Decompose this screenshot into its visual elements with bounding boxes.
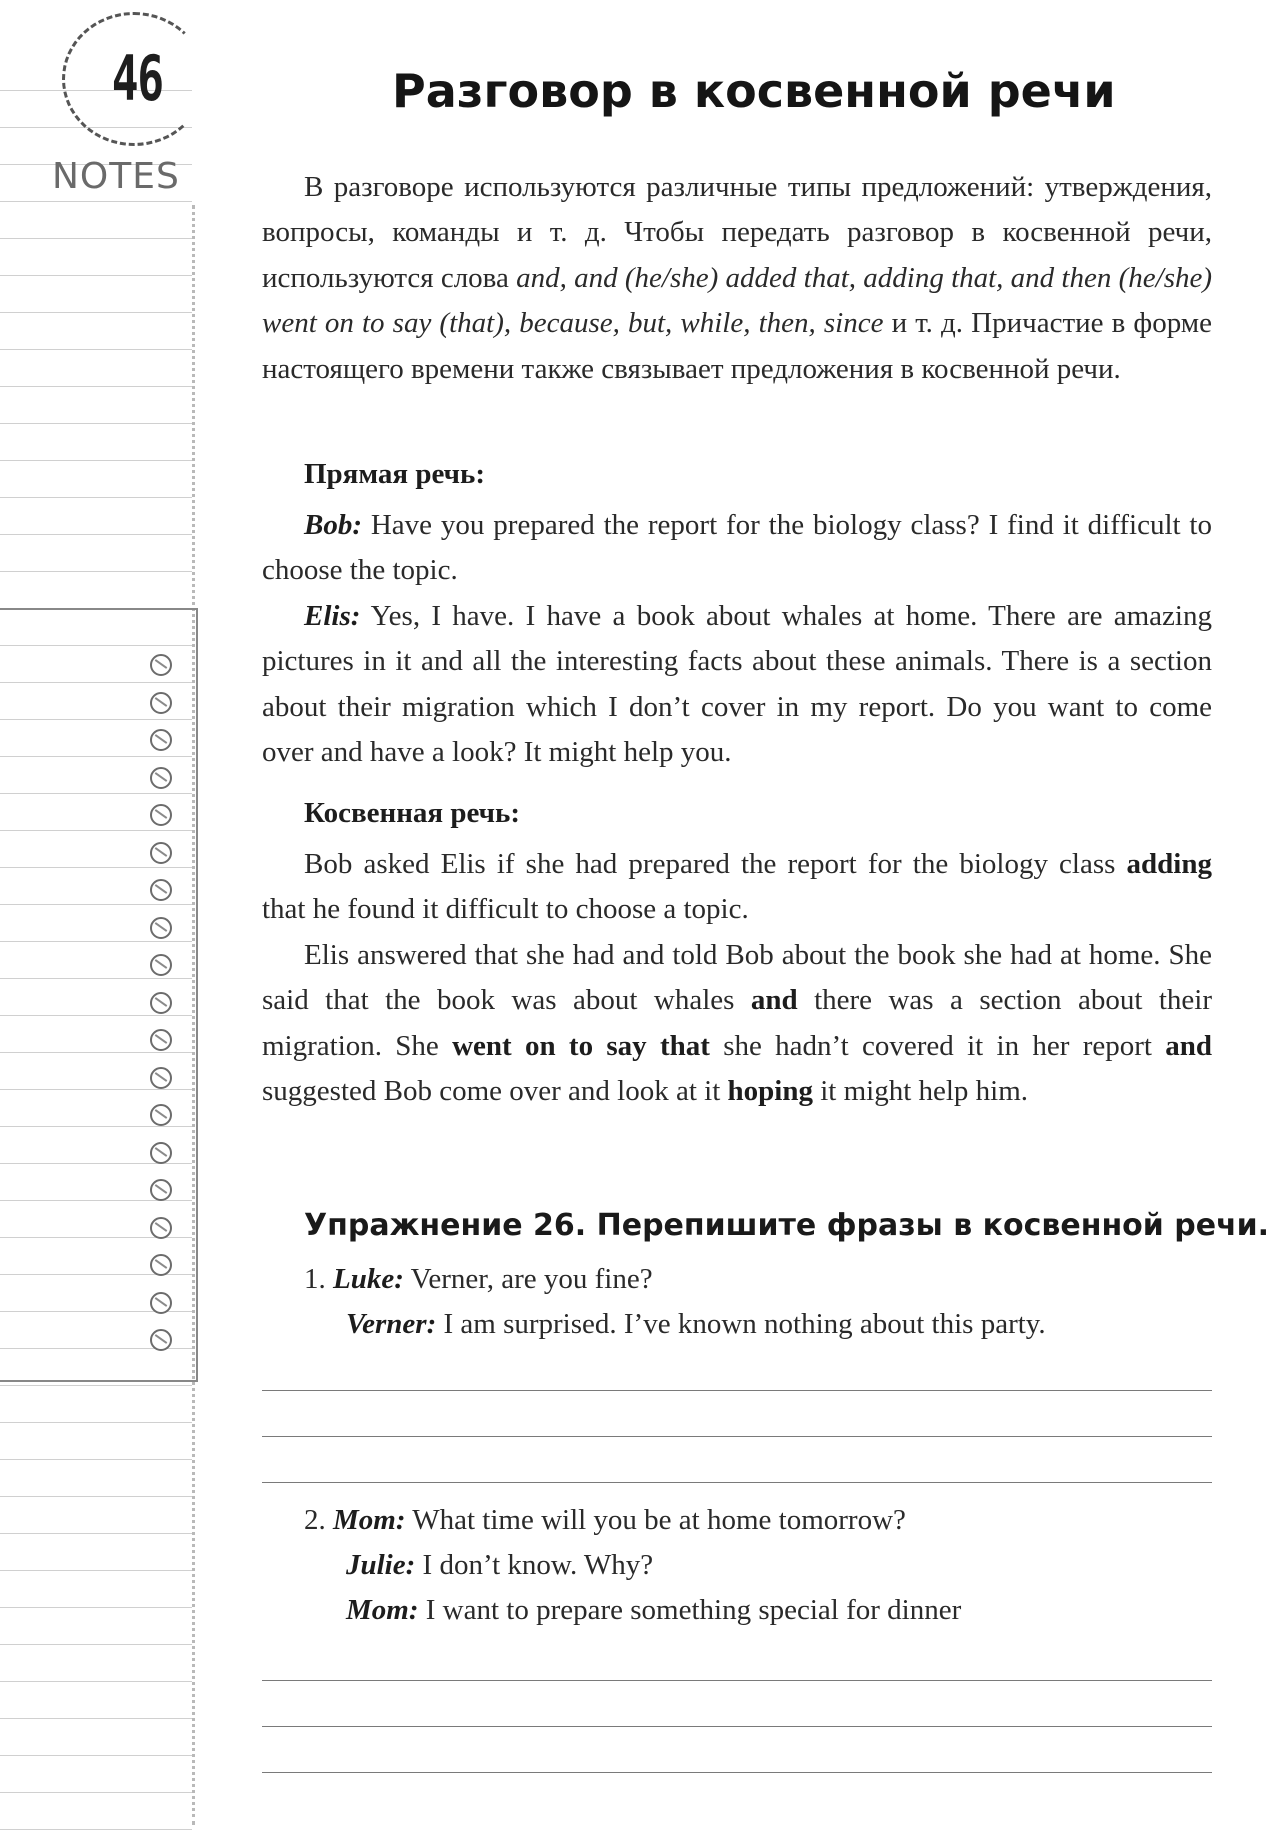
margin-rule-line [0,1385,192,1386]
exercise-item-line [346,1549,653,1582]
dialogue-text: I am surprised. I’ve known nothing about this party. [436,1308,1046,1340]
dialogue-text: Yes, I have. I have a book about whales at home. There are amazing pictures in it and all the interesting facts about these animals. There is a section about their migration which I don’t cover in my report. Do you want to come over and have a look? It might help you. [262,600,1212,769]
exercise-item [304,1504,906,1537]
margin-rule-line [0,423,192,424]
margin-rule-line [0,1681,192,1682]
margin-rule-line [0,312,192,313]
dialogue-text: I want to prepare something special for dinner [418,1594,962,1626]
item-number: 1. [304,1263,326,1295]
speaker-name: Luke: [333,1263,404,1295]
binder-ring-icon [150,1292,172,1314]
indirect-text: suggested Bob come over and look at it [262,1075,728,1108]
margin-rule-line [0,1718,192,1719]
binder-ring-icon [150,654,172,676]
dialogue-text: Verner, are you fine? [403,1263,653,1295]
speaker-name: Bob: [304,509,362,541]
margin-rule-line [0,275,192,276]
item-number: 2. [304,1504,326,1536]
margin-rule-line [0,534,192,535]
margin-rule-line [0,349,192,350]
binder-ring-icon [150,1067,172,1089]
binder-ring-icon [150,1104,172,1126]
linking-word: hoping [727,1075,813,1108]
binder-ring-icon [150,917,172,939]
direct-speech-label: Прямая речь: [304,458,485,490]
dialogue-line [262,594,1212,776]
binder-ring-icon [150,804,172,826]
binder-ring-icon [150,1217,172,1239]
speaker-name: Mom: [346,1594,419,1626]
indirect-paragraph [262,933,1212,1115]
speaker-name: Julie: [346,1549,416,1581]
answer-line[interactable] [262,1680,1212,1681]
linking-word: went on to say that [452,1029,710,1062]
answer-line[interactable] [262,1436,1212,1437]
margin-rule-line [0,571,192,572]
indirect-paragraph [262,842,1212,933]
margin-rule-line [0,1755,192,1756]
indirect-text: Elis answered that she had and told Bob about the book she had at home. She said that the book was about whales [262,939,1212,1017]
binder-ring-icon [150,692,172,714]
linking-word: and [750,984,798,1017]
intro-linking-words: and, and (he/she) added that, adding that, and then (he/she) went on to say (that), because, but, while, then, since [262,261,1213,340]
page-number: 46 [111,42,163,115]
margin-rule-line [0,1459,192,1460]
margin-rule-line [0,460,192,461]
binder-ring-icon [150,729,172,751]
exercise-item-line [346,1594,961,1627]
margin-rule-line [0,1533,192,1534]
margin-rule-line [0,238,192,239]
margin-rule-line [0,201,192,202]
answer-line[interactable] [262,1390,1212,1391]
margin-rule-line [0,1829,192,1830]
exercise-item [304,1263,653,1296]
margin-rule-line [0,1570,192,1571]
indirect-text: there was a section about their migration. She [262,984,1212,1062]
binder-ring-icon [150,1142,172,1164]
intro-text-start: В разговоре используются различные типы предложений: утверждения, вопросы, команды и т. д. Чтобы передать разговор в косвенной речи, используются слова [262,171,1212,294]
margin-rule-line [0,1496,192,1497]
indirect-text: that he found it difficult to choose a topic. [262,893,749,926]
binder-ring-icon [150,1179,172,1201]
binder-ring-icon [150,879,172,901]
indirect-text: Bob asked Elis if she had prepared the report for the biology class [304,848,1127,880]
margin-rule-line [0,497,192,498]
margin-rule-line [0,1792,192,1793]
binder-ring-icon [150,767,172,789]
dialogue-line [262,503,1212,594]
binder-ring-icon [150,992,172,1014]
answer-line[interactable] [262,1726,1212,1727]
exercise-title: Упражнение 26. Перепишите фразы в косвенной речи. [304,1208,1270,1243]
answer-line[interactable] [262,1482,1212,1483]
indirect-text: it might help him. [812,1075,1029,1108]
indirect-text: she hadn’t covered it in her report [709,1029,1166,1062]
binder-rings-panel [0,608,198,1382]
intro-text-end: и т. д. Причастие в форме настоящего времени также связывает предложения в косвенной речи. [262,307,1212,385]
margin-rule-line [0,1422,192,1423]
dialogue-text: What time will you be at home tomorrow? [405,1504,906,1536]
linking-word: adding [1126,848,1212,880]
dialogue-text: Have you prepared the report for the biology class? I find it difficult to choose the topic. [262,509,1212,587]
indirect-speech-label: Косвенная речь: [304,797,520,829]
margin-rule-line [0,1607,192,1608]
speaker-name: Elis: [304,600,361,632]
binder-ring-icon [150,1329,172,1351]
margin-rule-line [0,386,192,387]
binder-ring-icon [150,1029,172,1051]
exercise-item-line [346,1308,1046,1341]
page-title: Разговор в косвенной речи [392,64,1116,118]
speaker-name: Mom: [333,1504,406,1536]
speaker-name: Verner: [346,1308,437,1340]
linking-word: and [1165,1029,1212,1062]
binder-ring-icon [150,1254,172,1276]
binder-ring-icon [150,954,172,976]
dialogue-text: I don’t know. Why? [415,1549,654,1581]
notes-margin [0,0,200,1833]
intro-paragraph [262,165,1212,392]
notes-label: NOTES [52,156,180,197]
margin-rule-line [0,1644,192,1645]
answer-line[interactable] [262,1772,1212,1773]
binder-ring-icon [150,842,172,864]
